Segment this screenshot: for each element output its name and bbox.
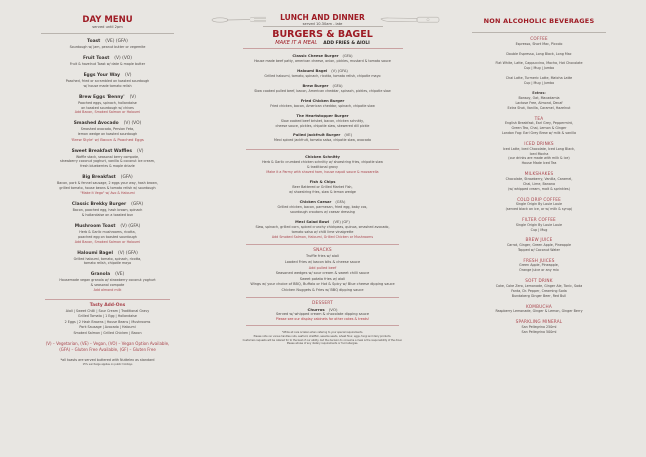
beverage-section xyxy=(432,278,646,298)
item-name-text: The Heartstopper Burger xyxy=(296,113,349,118)
beverage-group xyxy=(432,61,646,71)
beverage-section-title: MILKSHAKES xyxy=(524,171,554,177)
menu-item-desc: Herb & Garlic crumbed chicken schnitty w/ shoestring fries, chipotle slaw xyxy=(262,160,383,165)
menu-item-desc: fresh blueberries & maple drizzle xyxy=(80,164,135,169)
make-it-a-meal xyxy=(210,40,435,47)
divider xyxy=(41,33,174,34)
snacks-list xyxy=(210,254,435,293)
day-menu-column xyxy=(0,0,215,367)
snacks-title: SNACKS xyxy=(313,248,332,254)
disclaimer-line: *While all care is taken when catering to your special requirements. xyxy=(281,331,364,335)
snack-item: Truffle fries w/ aioli xyxy=(305,254,340,259)
menu-item-desc: on toasted sourdough w/ chives xyxy=(81,105,134,110)
divider xyxy=(45,299,170,300)
beverage-section-title: FILTER COFFEE xyxy=(522,217,556,222)
beverage-group xyxy=(432,76,646,86)
beverage-section xyxy=(432,141,646,166)
beverage-line: English Breakfast, Earl Grey, Peppermint, xyxy=(504,121,574,126)
add-fries-label: ADD FRIES & AIOLI xyxy=(323,41,370,46)
menu-item-desc: Slow cooked beef brisket, bacon, chicken schnitty, xyxy=(280,118,365,123)
item-name-text: Classic Brekky Burger xyxy=(71,202,127,207)
menu-item-desc: Sourdough w/ jam, peanut butter or vegemite xyxy=(69,45,146,49)
menu-item-desc: & hollandaise on a toasted bun xyxy=(81,212,134,217)
menu-item-desc: Beer Battered or Grilled Market Fish, xyxy=(292,185,353,190)
menu-item-desc: & seasonal compote xyxy=(90,283,125,288)
item-name-text: Sweet Breakfast Waffles xyxy=(71,148,132,154)
beverage-line: Fanta, Dr. Pepper, Creaming Soda xyxy=(511,288,567,293)
menu-item-desc: House made beef patty, american cheese, onion, pickles, mustard & tomato sauce xyxy=(254,59,391,63)
beverage-line: Cup | Mug xyxy=(530,227,548,232)
snack-item: Chicken Nuggets & Fries w/ BBQ dipping sauce xyxy=(281,287,364,292)
menu-item-desc: w/ shoestring fries, slaw & lemon wedge xyxy=(289,189,356,194)
dessert-tags: (VO) xyxy=(328,306,338,312)
beverage-line: Double Espresso, Long Black, Long Mac xyxy=(506,51,572,56)
beverage-line: Cup | Mug | Jumbo xyxy=(523,81,555,86)
item-name-text: Smashed Avocado xyxy=(73,121,119,127)
menu-item-addon: 'Brew Style' w/ Bacon & Poached Eggs xyxy=(71,137,144,143)
menu-item xyxy=(0,272,215,293)
item-name-text: Haloumi Bagel xyxy=(297,68,328,73)
menu-item-desc: Slaw, spinach, grilled corn, spiced crunchy chickpeas, quinoa, smashed avocado, xyxy=(255,224,390,229)
menu-item-desc: strawberry coconut yoghurt, vanilla & coconut ice cream, xyxy=(60,159,155,164)
item-name-text: Mexi Salad Bowl xyxy=(295,219,330,224)
extras-line: Lactose Free, Almond, Decaf xyxy=(515,100,563,105)
snack-item: Sweet potato fries w/ aioli xyxy=(299,276,346,281)
menu-item-desc: Herb & Garlic mushrooms, ricotta, xyxy=(79,229,136,234)
menu-item xyxy=(210,84,435,94)
beverages-title: NON ALCOHOLIC BEVERAGES xyxy=(483,17,595,25)
menu-item-desc: Poached, fried or scrambled on toasted sourdough xyxy=(65,78,150,83)
menu-item xyxy=(210,155,435,175)
mains-list xyxy=(210,155,435,239)
lunch-dinner-column xyxy=(210,0,435,346)
beverage-line: San Pellegrino 250ml xyxy=(521,324,557,329)
beverage-line: San Pellegrino 500ml xyxy=(521,329,557,334)
beverage-section xyxy=(432,319,646,334)
menu-item-desc: Slow cooked pulled beef, bacon, American cheddar, spinach, pickles, chipotle slaw xyxy=(254,88,391,93)
item-name-text: Chicken Schnitty xyxy=(305,155,340,160)
diet-tags: (V) (GFA) xyxy=(331,68,348,73)
menu-item xyxy=(0,175,215,196)
menu-item xyxy=(210,133,435,143)
item-name-text: Classic Cheese Burger xyxy=(292,54,339,58)
beverages-list xyxy=(432,36,646,334)
diet-tags: (V) xyxy=(124,72,132,78)
menu-item xyxy=(0,251,215,267)
beverage-section-title: KOMBUCHA xyxy=(526,303,552,309)
beverage-line: Iced Mocha xyxy=(529,151,549,156)
diet-tags: (GFA) xyxy=(335,199,346,204)
dessert-title: DESSERT xyxy=(312,300,333,306)
menu-item-desc: Housemade vegan granola w/ strawberry coconut yoghurt xyxy=(59,278,156,283)
menu-item-desc: & traditional gravy xyxy=(307,165,338,170)
menu-item xyxy=(210,200,435,215)
addon-line: Smoked Salmon | Grilled Chicken | Bacon xyxy=(73,330,142,335)
menu-item xyxy=(210,220,435,240)
menu-item-desc: grilled tomato, house beans & tomato relish w/ sourdough xyxy=(59,186,156,191)
item-name-text: Mushroom Toast xyxy=(74,223,116,229)
legend-line: (GFA) – Gluten Free Available, (GF) – Gluten Free xyxy=(59,347,156,353)
item-name-text: Fried Chicken Burger xyxy=(300,98,345,103)
extras-line: Extra Shot, Vanilla, Caramel, Hazelnut xyxy=(507,105,571,110)
menu-item-desc: Fruit & hazelnut Toast w/ date & maple butter xyxy=(69,61,146,66)
beverage-line: Chocolate, Strawberry, Vanilla, Caramel, xyxy=(505,176,573,181)
beverage-line: Bundaberg Ginger Beer, Red Bull xyxy=(511,293,567,298)
beverage-line: Chai, Lime, Banana xyxy=(522,181,555,186)
item-name-text: Big Breakfast xyxy=(82,175,116,181)
beverage-section xyxy=(432,304,646,315)
diet-tags: (GFA) xyxy=(131,202,144,207)
extras-title: Extras: xyxy=(532,91,546,96)
beverage-line: Green Apple, Pineapple, xyxy=(519,263,559,268)
beverage-line: Coke, Coke Zero, Lemonade, Ginger Ale, Tonic, Soda xyxy=(495,283,583,288)
beverage-line: Flat White, Latte, Cappuccino, Mocha, Hot Chocolate xyxy=(495,61,583,66)
diet-tags: (GFA) xyxy=(342,54,353,58)
menu-item-desc: Grilled haloumi, tomato, spinach, ricotta, xyxy=(73,256,142,261)
beverage-section-title: SPARKLING MINERAL xyxy=(515,319,563,325)
beverage-line: London Fog: Earl Grey Brew w/ milk & vanilla xyxy=(501,131,577,136)
beverage-section-title: ICED DRINKS xyxy=(524,141,554,147)
beverage-section xyxy=(432,258,646,273)
lunch-dinner-header xyxy=(210,0,435,26)
menu-item xyxy=(0,121,215,142)
disclaimer-line: Please note our venue handles nuts, seafood, shellfish, sesame seeds, wheat flour, eggs, fungi and dairy products. xyxy=(253,334,392,338)
menu-item-desc: Grilled chicken, bacon, parmesan, fried egg, baby cos, xyxy=(277,204,368,209)
divider xyxy=(246,244,399,245)
menu-item xyxy=(0,95,215,116)
menu-item xyxy=(0,39,215,50)
diet-tags: (V) (VO) xyxy=(123,121,142,127)
beverage-line: Chai Latte, Turmeric Latte, Matcha Latte xyxy=(505,76,573,81)
beverage-line: Single Origin By Louie Louie xyxy=(515,202,563,207)
beverage-line: House Made Iced Tea xyxy=(521,161,557,166)
diet-tags: (V) xyxy=(129,94,137,100)
beverage-section-title: TEA xyxy=(534,115,544,121)
menu-item xyxy=(0,149,215,170)
menu-item xyxy=(210,99,435,109)
beverage-line: Single Origin By Louie Louie xyxy=(515,222,563,227)
burgers-title: BURGERS & BAGEL xyxy=(272,29,373,40)
legend-line: (V) – Vegetarian, (VE) – Vegan, (VO) – Vegan Option Available, xyxy=(45,341,170,347)
menu-item xyxy=(0,224,215,245)
surcharge-note: 15% surcharge applies on public holidays xyxy=(82,363,133,367)
beverage-line: (w/ whipped cream, malt & sprinkles) xyxy=(508,186,570,191)
diet-tags: (VE) (GFA) xyxy=(105,39,128,44)
make-it-a-meal-label: MAKE IT A MEAL xyxy=(275,40,318,46)
addon-line: Pork Sausage | Avocado | Haloumi xyxy=(79,325,136,330)
beverage-section xyxy=(432,197,646,212)
beverage-line: Topped w/ Coconut Water xyxy=(517,247,561,252)
day-menu-items xyxy=(0,39,215,293)
diet-legend xyxy=(0,341,215,353)
diet-tags: (VE) (GF) xyxy=(333,219,350,224)
menu-item-desc: lemon wedge on toasted sourdough xyxy=(77,132,138,137)
menu-item xyxy=(210,69,435,79)
divider xyxy=(246,149,399,150)
item-name-text: Pulled Jackfruit Burger xyxy=(292,133,341,138)
diet-tags: (V) (GFA) xyxy=(118,250,138,256)
fork-icon xyxy=(208,14,266,26)
item-name-text: Haloumi Bagel xyxy=(77,250,114,256)
item-name-text: Granola xyxy=(90,272,111,278)
menu-item-desc: Mexi spiced jackfruit, tomato salsa, chipotle slaw, avocado xyxy=(274,138,371,143)
beverage-section-title: COLD DRIP COFFEE xyxy=(517,196,561,202)
extras-line: Bonsoy, Oat, Macadamia xyxy=(518,96,560,101)
menu-item-desc: Bacon, poached egg, hash brown, spinach xyxy=(72,208,143,212)
menu-item xyxy=(210,114,435,129)
beverage-line: Green Tea, Chai, Lemon & Ginger xyxy=(511,126,567,131)
menu-item-desc: tomato salsa w/ chilli lime vinaigrette xyxy=(291,229,354,234)
dessert-name-text: Churros xyxy=(307,306,325,312)
beverage-section xyxy=(432,237,646,252)
menu-item-desc: sourdough croutons w/ caesar dressing xyxy=(290,209,355,214)
menu-item xyxy=(210,54,435,64)
item-name-text: Brew Eggs 'Benny' xyxy=(78,94,125,100)
menu-item-desc: tomato relish, chipotle mayo xyxy=(83,261,132,266)
allergy-disclaimer xyxy=(210,331,435,346)
beverage-line: Orange Juice or any mix xyxy=(519,268,559,273)
beverage-section xyxy=(432,171,646,191)
addons-title: Tasty Add-Ons xyxy=(89,303,126,309)
menu-item-desc: Bacon, pork & fennel sausage, 2 eggs your way, hash brown, xyxy=(56,181,159,186)
beverage-line: Cup | Mug | Jumbo xyxy=(523,66,555,71)
snack-item: Seasoned wedges w/ sour cream & sweet chilli sauce xyxy=(275,271,370,276)
menu-item-addon: Add almond milk xyxy=(93,288,122,293)
addons-list xyxy=(0,309,215,336)
beverage-group xyxy=(432,52,646,57)
menu-item-addon: Add Smoked Salmon, Haloumi, Grilled Chicken or Mushrooms xyxy=(271,234,374,239)
item-name-text: Fruit Toast xyxy=(83,55,110,61)
disclaimer-line: Customers requests will be catered for to the best of our ability, but the decision to consume a meal is the responsibility of the diner. xyxy=(242,338,403,342)
menu-item-desc: Grilled haloumi, tomato, spinach, ricotta, tomato relish, chipotle mayo xyxy=(264,73,381,78)
diet-tags: (GFA) xyxy=(120,175,133,181)
menu-item-desc: cheese sauce, pickles, chipotle slaw, skewered dill pickle xyxy=(275,123,370,128)
menu-item-desc: poached egg on toasted sourdough xyxy=(78,234,137,239)
menu-item xyxy=(0,73,215,89)
item-name-text: Brew Burger xyxy=(302,83,329,88)
beverage-section xyxy=(432,116,646,136)
menu-item-desc: Waffle stack, seasonal berry compote, xyxy=(75,154,140,159)
menu-item-addon: Add Bacon, Smoked Salmon or Haloumi xyxy=(74,239,141,244)
beverage-line: Raspberry Lemonade, Ginger & Lemon, Ginger Berry xyxy=(495,309,583,314)
divider xyxy=(246,325,399,326)
beverage-line: Espresso, Short Mac, Piccolo xyxy=(515,41,563,46)
beverage-section-title: BREW JUICE xyxy=(525,237,553,243)
disclaimer-line: Please advise of any dietary requirements or food allergies. xyxy=(286,342,359,346)
menu-item xyxy=(210,180,435,195)
beverage-line: Carrot, Ginger, Green Apple, Pineapple xyxy=(506,243,572,247)
menu-item-desc: Fried chicken, bacon, American cheddar, spinach, chipotle slaw xyxy=(270,103,375,108)
diet-tags: (VE) xyxy=(344,133,353,138)
addon-line: Aioli | Sweet Chilli | Sour Cream | Traditional Gravy xyxy=(65,309,150,314)
beverage-section-title: COFFEE xyxy=(530,36,548,41)
beverages-column xyxy=(432,0,646,334)
beverage-line: (served black on ice, or w/ milk & syrup) xyxy=(505,207,573,212)
menu-item xyxy=(0,56,215,67)
divider xyxy=(472,32,606,33)
menu-item-desc: w/ house made tomato relish xyxy=(83,83,132,88)
diet-tags: (V) (VO) xyxy=(114,55,132,61)
menu-item-addon: Add Bacon, Smoked Salmon or Haloumi xyxy=(74,110,141,115)
item-name-text: Eggs Your Way xyxy=(83,72,120,78)
dessert-note: Please see our display cabinets for other cakes & treats! xyxy=(275,317,370,322)
beverage-line: Iced Latte, Iced Chocolate, Iced Long Black, xyxy=(502,146,575,151)
menu-item-addon: Make it a Parmy with shaved ham, house napoli sauce & mozzarella xyxy=(266,170,379,175)
menu-item-desc: Poached eggs, spinach, hollandaise xyxy=(78,100,137,105)
item-name-text: Chicken Caesar xyxy=(299,199,332,204)
lunch-dinner-subtitle: served 10.30am - late xyxy=(302,22,343,26)
dessert-desc: Served w/ whipped cream & chocolate dipping sauce xyxy=(276,311,369,316)
item-name-text: Toast xyxy=(87,39,101,44)
beverage-group xyxy=(432,42,646,47)
lunch-dinner-title: LUNCH AND DINNER xyxy=(280,13,365,22)
toast-footnote: *all toasts are served buttered with Nuttelex as standard xyxy=(60,358,155,363)
burgers-list xyxy=(210,54,435,143)
snack-item: Add pulled beef xyxy=(308,265,337,270)
day-menu-title: DAY MENU xyxy=(82,15,133,25)
diet-tags: (V) (GFA) xyxy=(120,223,141,229)
beverage-section-title: SOFT DRINK xyxy=(525,278,553,284)
menu-item-addon: "Make it Vego" w/ Avo & Haloumi xyxy=(80,191,135,196)
diet-tags: (VE) xyxy=(115,272,125,278)
snack-item: Wings w/ your choice of BBQ, Buffalo or Hot & Spicy w/ Blue cheese dipping sauce xyxy=(250,282,395,287)
beverage-section xyxy=(432,36,646,111)
divider xyxy=(243,48,403,49)
diet-tags: (GFA) xyxy=(332,83,343,88)
snack-item: Loaded Fries w/ bacon bits & cheese sauce xyxy=(284,260,361,264)
menu-item-desc: Smashed avocado, Persian Feta, xyxy=(80,127,135,132)
day-menu-subtitle: served until 2pm xyxy=(92,25,123,29)
divider xyxy=(246,297,399,298)
addon-line: Grilled Tomato | 1 Egg | Hollandaise xyxy=(78,314,137,319)
beverage-section-title: FRESH JUICES xyxy=(523,257,555,263)
beverage-section xyxy=(432,217,646,232)
addon-line: 2 Eggs | 2 Hash Browns | House Beans | Mushrooms xyxy=(64,319,151,324)
diet-tags: (V) xyxy=(137,148,144,154)
menu-item xyxy=(0,202,215,218)
item-name-text: Fish & Chips xyxy=(309,180,336,185)
beverage-line: (our drinks are made with milk & ice) xyxy=(508,156,570,161)
